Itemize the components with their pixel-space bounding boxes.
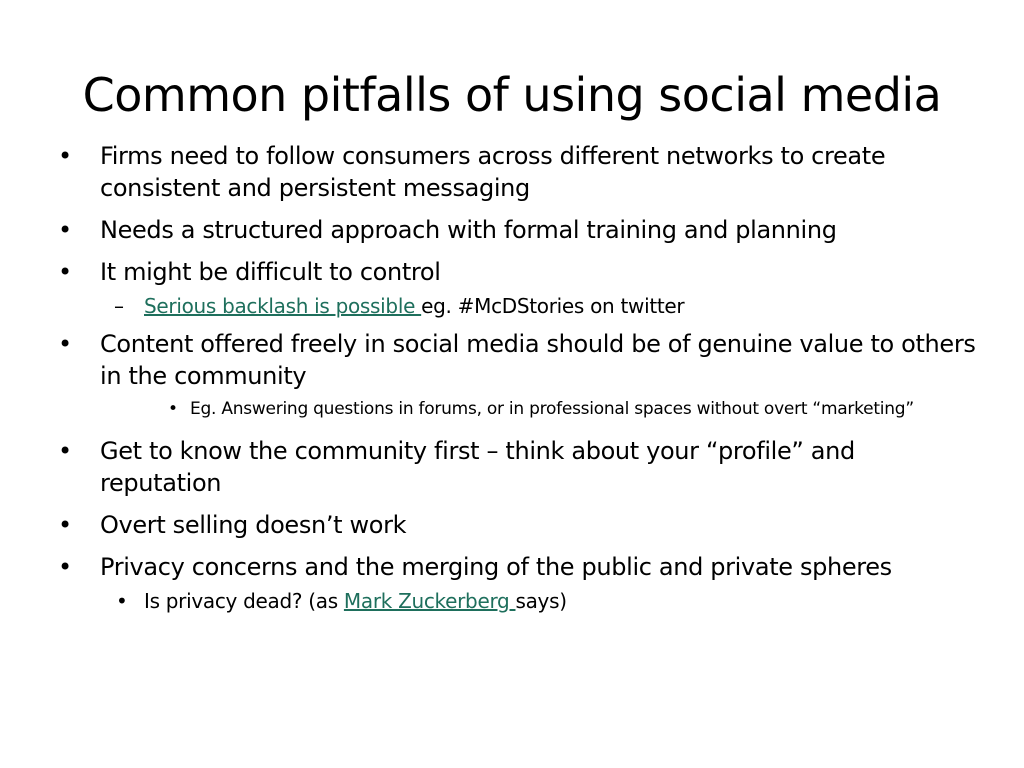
bullet-marker: • (58, 258, 72, 286)
bullet-text: Overt selling doesn’t work (100, 511, 407, 539)
bullet-text: Privacy concerns and the merging of the public and private spheres (100, 553, 892, 581)
bullet-marker: • (116, 589, 128, 613)
bullet-text: Eg. Answering questions in forums, or in professional spaces without overt “marketing” (190, 399, 914, 419)
bullet-marker: • (58, 511, 72, 539)
bullet-text: Needs a structured approach with formal training and planning (100, 216, 837, 244)
bullet-marker: • (58, 553, 72, 581)
bullet-text: says) (515, 589, 567, 613)
bullet-marker: • (58, 216, 72, 244)
bullet-text: eg. #McDStories on twitter (421, 294, 685, 318)
bullet-list (58, 140, 978, 615)
bullet-text: It might be difficult to control (100, 258, 441, 286)
list-item (58, 214, 978, 246)
list-item (58, 256, 978, 288)
bullet-marker: • (58, 142, 72, 170)
bullet-text: Is privacy dead? (as (144, 589, 344, 613)
slide-title: Common pitfalls of using social media (82, 68, 942, 122)
bullet-marker: • (58, 437, 72, 465)
sub-list-item (58, 587, 978, 615)
sub-list-item (58, 292, 978, 320)
backlash-link[interactable]: Serious backlash is possible (144, 294, 422, 318)
bullet-marker: • (58, 330, 72, 358)
bullet-text: Get to know the community first – think about your “profile” and reputation (100, 437, 855, 497)
bullet-marker: • (168, 399, 178, 419)
list-item (58, 435, 978, 499)
dash-marker: – (114, 294, 124, 318)
bullet-text: Content offered freely in social media should be of genuine value to others in the community (100, 330, 976, 390)
sub-sub-list-item (58, 396, 978, 423)
list-item (58, 140, 978, 204)
zuckerberg-link[interactable]: Mark Zuckerberg (343, 589, 516, 613)
list-item (58, 509, 978, 541)
bullet-text: Firms need to follow consumers across different networks to create consistent and persistent messaging (100, 142, 886, 202)
list-item (58, 551, 978, 583)
list-item (58, 328, 978, 392)
